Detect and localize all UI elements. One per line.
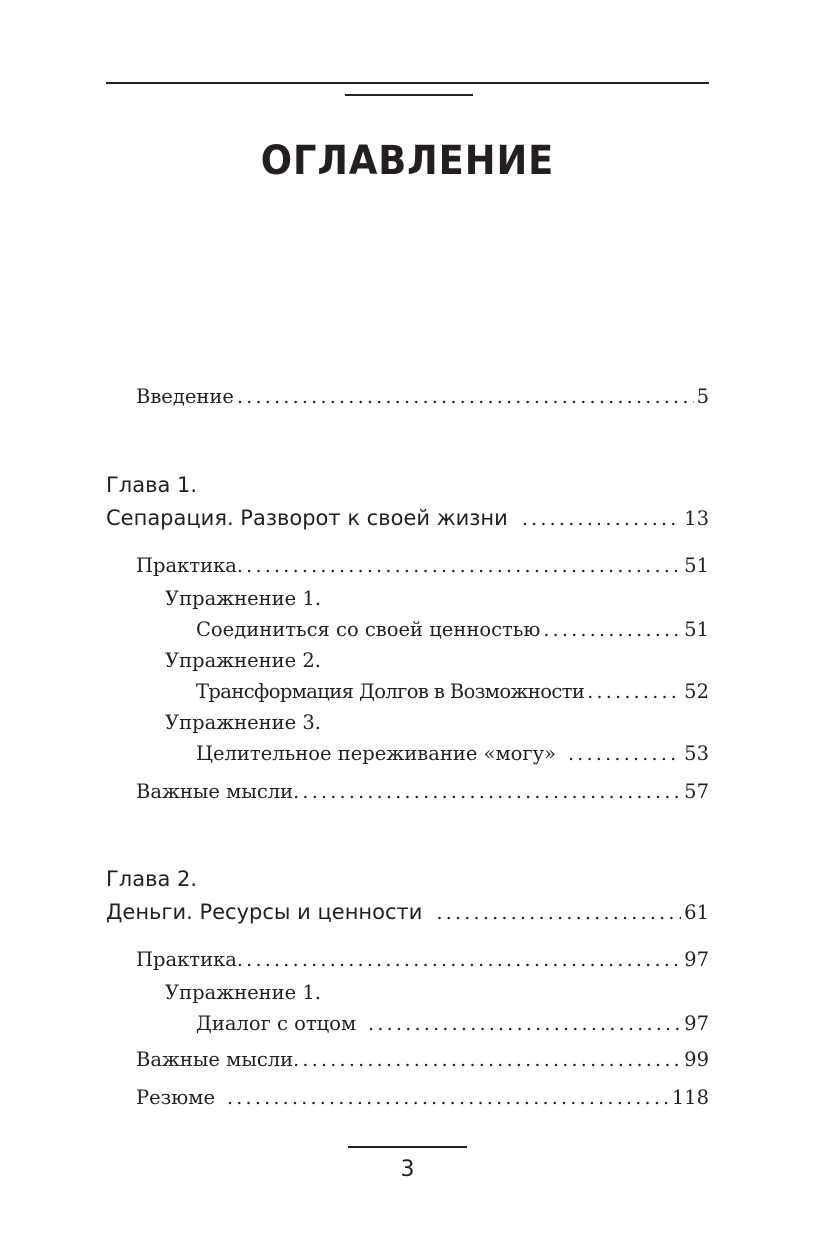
chapter-2-heading: Глава 2. (106, 867, 198, 891)
chapter-1-heading: Глава 1. (106, 473, 198, 497)
exercise-label: Упражнение 2. (165, 649, 322, 672)
toc-entry-label: Деньги. Ресурсы и ценности (106, 900, 423, 924)
toc-entry-page: 51 (684, 618, 709, 641)
toc-entry-exercise[interactable] (196, 1012, 709, 1035)
toc-entry-page: 5 (696, 385, 709, 408)
toc-entry-chapter-2[interactable] (106, 900, 709, 924)
dot-leader (237, 949, 681, 971)
toc-entry-summary[interactable] (136, 1086, 709, 1109)
toc-entry-label: Важные мысли (136, 1048, 294, 1071)
toc-entry-label: Важные мысли (136, 780, 294, 803)
exercise-label: Упражнение 3. (165, 711, 322, 734)
toc-entry-label: Резюме (136, 1086, 215, 1109)
exercise-label: Упражнение 1. (165, 587, 322, 610)
toc-entry-intro[interactable] (136, 385, 709, 408)
toc-entry-label: Трансформация Долгов в Возможности (196, 680, 585, 703)
toc-entry-chapter-1-practice[interactable] (136, 554, 709, 577)
toc-entry-page: 13 (684, 507, 709, 530)
toc-entry-label: Диалог с отцом (196, 1012, 357, 1035)
dot-leader (522, 508, 681, 530)
toc-entry-label: Введение (136, 385, 234, 408)
toc-entry-label: Целительное переживание «могу» (196, 742, 557, 765)
toc-entry-page: 61 (684, 901, 709, 924)
page-number: 3 (400, 1157, 415, 1182)
dot-leader (293, 781, 681, 803)
dot-leader (237, 555, 681, 577)
toc-entry-page: 52 (684, 680, 709, 703)
toc-entry-chapter-2-practice[interactable] (136, 948, 709, 971)
toc-entry-page: 57 (684, 780, 709, 803)
title-ornament-rule (345, 94, 473, 96)
toc-entry-exercise[interactable] (196, 618, 709, 641)
exercise-label: Упражнение 1. (165, 981, 322, 1004)
page-title: ОГЛАВЛЕНИЕ (260, 138, 555, 184)
toc-entry-chapter-1-thoughts[interactable] (136, 780, 709, 803)
toc-entry-page: 53 (684, 742, 709, 765)
dot-leader (587, 681, 681, 703)
toc-entry-label: Практика (136, 948, 237, 971)
toc-entry-label: Соединиться со своей ценностью (196, 618, 541, 641)
toc-entry-page: 51 (684, 554, 709, 577)
dot-leader (368, 1013, 681, 1035)
dot-leader (227, 1087, 669, 1109)
toc-entry-page: 118 (671, 1086, 709, 1109)
toc-entry-label: Сепарация. Разворот к своей жизни (106, 506, 508, 530)
toc-entry-chapter-2-thoughts[interactable] (136, 1048, 709, 1071)
toc-entry-chapter-1[interactable] (106, 506, 709, 530)
dot-leader (543, 619, 681, 641)
dot-leader (237, 386, 694, 408)
dot-leader (568, 743, 681, 765)
toc-entry-exercise[interactable] (196, 680, 709, 703)
dot-leader (293, 1049, 681, 1071)
toc-entry-page: 99 (684, 1048, 709, 1071)
toc-entry-page: 97 (684, 1012, 709, 1035)
top-rule (106, 82, 709, 84)
dot-leader (436, 902, 681, 924)
toc-entry-exercise[interactable] (196, 742, 709, 765)
toc-entry-page: 97 (684, 948, 709, 971)
toc-entry-label: Практика (136, 554, 237, 577)
footer-rule (348, 1146, 467, 1148)
